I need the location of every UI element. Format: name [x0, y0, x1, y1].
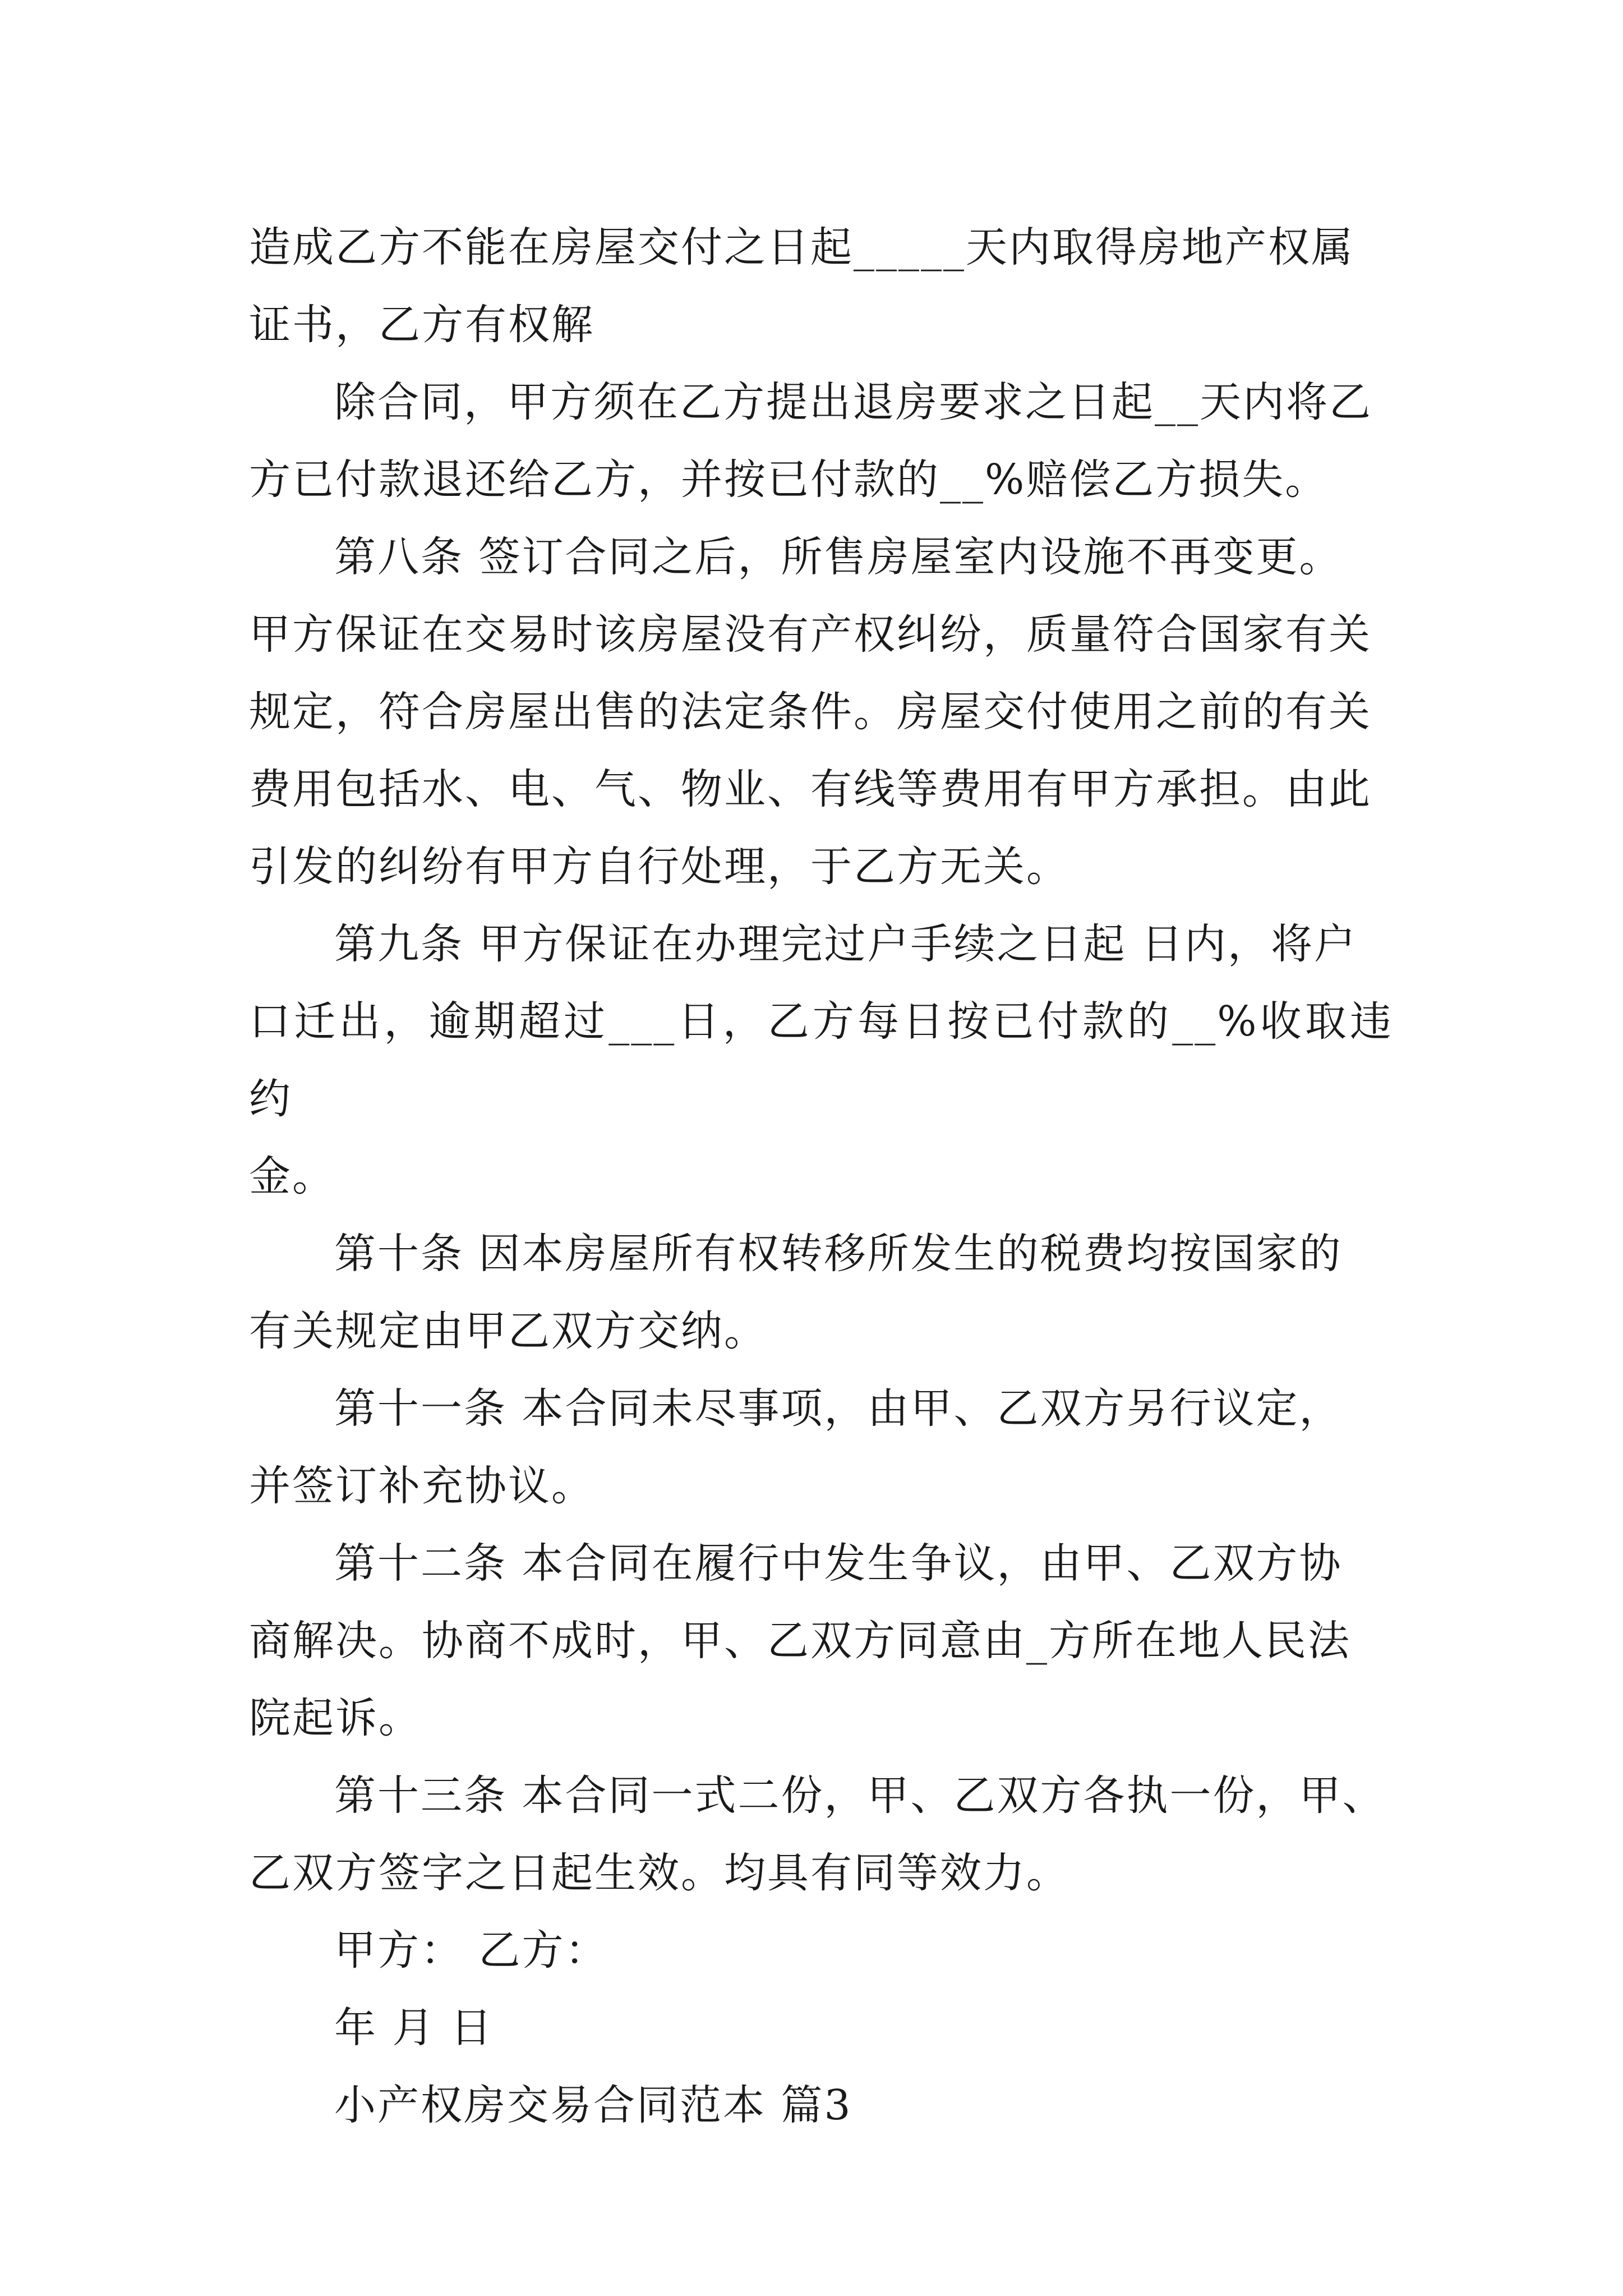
paragraph-article-13 [249, 1757, 1393, 1912]
paragraph-article-10 [249, 1215, 1393, 1370]
document-body [249, 209, 1393, 2144]
signature-parties-line [249, 1912, 1393, 1989]
text-line: 规定，符合房屋出售的法定条件。房屋交付使用之前的有关 [249, 688, 1372, 736]
text-line: 引发的纠纷有甲方自行处理，于乙方无关。 [249, 843, 1069, 891]
text-line: 第十条 因本房屋所有权转移所发生的税费均按国家的 [334, 1230, 1343, 1278]
text-line: 第十三条 本合同一式二份，甲、乙双方各执一份，甲、 [334, 1772, 1386, 1820]
text-line: 证书，乙方有权解 [249, 301, 594, 349]
text-line: 小产权房交易合同范本 篇3 [334, 2081, 852, 2129]
text-line: 甲方保证在交易时该房屋没有产权纠纷，质量符合国家有关 [249, 610, 1372, 659]
text-line: 商解决。协商不成时，甲、乙双方同意由_方所在地人民法 [249, 1617, 1351, 1665]
text-line: 院起诉。 [249, 1694, 422, 1742]
section-heading-part-3 [249, 2067, 1393, 2144]
text-line: 乙双方签字之日起生效。均具有同等效力。 [249, 1849, 1069, 1897]
text-line: 并签订补充协议。 [249, 1462, 594, 1510]
paragraph-termination-clause [249, 209, 1393, 364]
text-line: 除合同，甲方须在乙方提出退房要求之日起__天内将乙 [334, 378, 1372, 426]
paragraph-refund-clause [249, 364, 1393, 518]
paragraph-article-9 [249, 905, 1393, 1215]
text-line: 造成乙方不能在房屋交付之日起_____天内取得房地产权属 [249, 223, 1354, 272]
text-line: 第九条 甲方保证在办理完过户手续之日起 日内，将户 [334, 920, 1358, 968]
text-line: 第十二条 本合同在履行中发生争议，由甲、乙双方协 [334, 1539, 1343, 1588]
text-line: 年 月 日 [334, 2004, 494, 2052]
text-line: 费用包括水、电、气、物业、有线等费用有甲方承担。由此 [249, 765, 1372, 813]
paragraph-article-8 [249, 518, 1393, 905]
paragraph-article-12 [249, 1525, 1393, 1757]
text-line: 第八条 签订合同之后，所售房屋室内设施不再变更。 [334, 533, 1343, 581]
paragraph-article-11 [249, 1370, 1393, 1525]
text-line: 金。 [249, 1152, 335, 1200]
text-line: 口迁出，逾期超过___日，乙方每日按已付款的__%收取违约 [249, 997, 1393, 1123]
text-line: 有关规定由甲乙双方交纳。 [249, 1307, 767, 1355]
text-line: 甲方： 乙方： [334, 1926, 608, 1975]
signature-date-line [249, 1989, 1393, 2067]
text-line: 方已付款退还给乙方，并按已付款的__%赔偿乙方损失。 [249, 455, 1329, 504]
text-line: 第十一条 本合同未尽事项，由甲、乙双方另行议定， [334, 1384, 1343, 1433]
